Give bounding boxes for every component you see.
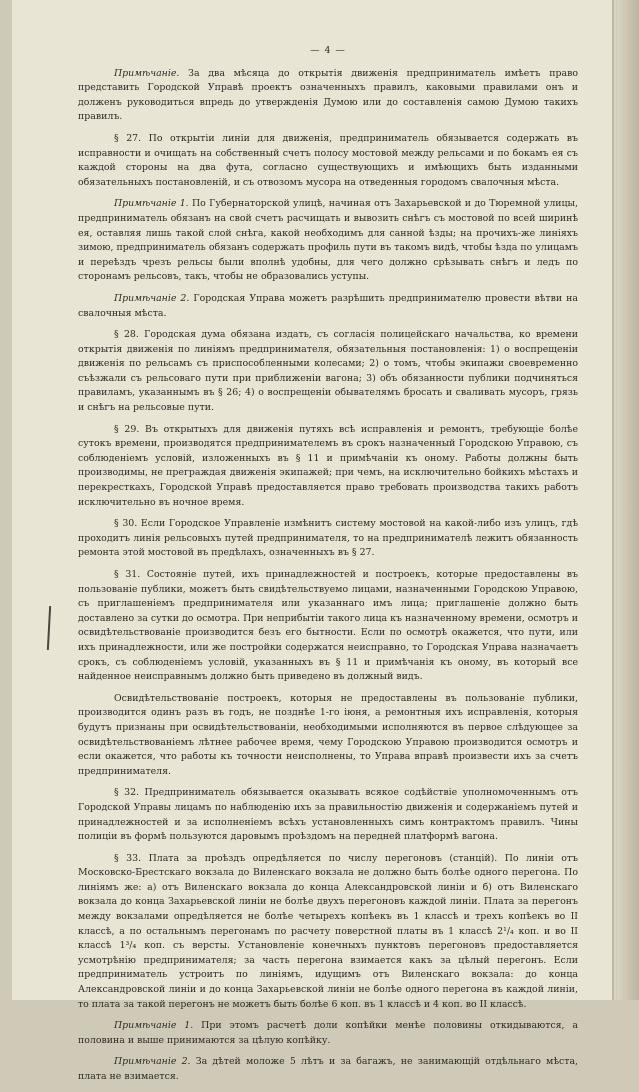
note bbox=[78, 197, 578, 285]
note-label: Примѣчаніе 2. bbox=[114, 1056, 191, 1068]
paragraph: § 27. По открытіи линіи для движенія, предприниматель обязывается содержать въ исправности и очищать на собственный счетъ полосу мостовой между рельсами и по бокамъ ея съ каждой стороны на два фута, согласно существующихъ и имѣющихъ быть изданными обязательныхъ постановленій, и съ отвозомъ мусора на отведенныя городомъ свалочныя мѣста. bbox=[78, 132, 578, 188]
note bbox=[78, 1019, 578, 1048]
note-text: По Губернаторской улицѣ, начиная отъ Захарьевской и до Тюремной улицы, предприниматель обязанъ на свой счетъ расчищать и вывозить снѣгъ съ мостовой по всей ширинѣ ея, оставляя лишь такой слой снѣга, какой необходимъ для санной ѣзды; на прочихъ-же линіяхъ зимою, предприниматель обязанъ содержать профиль пути въ такомъ видѣ, чтобы ѣзда по улицамъ и переѣздъ чрезъ рельсы были вполнѣ удобны, для чего должно срѣзывать снѣгъ и ледъ по сторонамъ рельсовъ, такъ, чтобы не образовались уступы. bbox=[78, 198, 578, 283]
paragraph: § 28. Городская дума обязана издать, съ согласія полицейскаго начальства, ко времени открытія движенія по линіямъ предпринимателя, обязательныя постановленія: 1) о воспрещеніи движенія по рельсамъ съ приспособленными колесами; 2) о томъ, чтобы экипажи своевременно съѣзжали съ рельсоваго пути при приближеніи вагона; 3) объ обязанности публики подчиняться правиламъ, указаннымъ въ § 26; 4) о воспрещеніи обывателямъ бросать и сваливать мусоръ, грязь и снѣгъ на рельсовые пути. bbox=[78, 329, 578, 414]
note bbox=[78, 292, 578, 321]
note-text: За два мѣсяца до открытія движенія предприниматель имѣетъ право представить Городской Управѣ проектъ означенныхъ правилъ, каковыми правилами онъ и долженъ руководиться впредь до утвержденія Думою или до составленія самою Думою такихъ правилъ. bbox=[78, 67, 578, 123]
paragraph: § 29. Въ открытыхъ для движенія путяхъ всѣ исправленія и ремонтъ, требующіе болѣе сутокъ времени, производятся предпринимателемъ въ срокъ назначенный Городскою Управою, съ соблюденіемъ условій, изложенныхъ въ § 11 и примѣчаніи къ оному. Работы должны быть производимы, не преграждая движенія экипажей; при чемъ, на исключительно бойкихъ мѣстахъ и перекресткахъ, Городской Управѣ предоставляется право требовать производства такихъ работъ исключительно въ ночное время. bbox=[78, 423, 578, 508]
page-number: — 4 — bbox=[310, 45, 346, 56]
note bbox=[78, 67, 578, 125]
note-text: За дѣтей моложе 5 лѣтъ и за багажъ, не занимающій отдѣльнаго мѣста, плата не взимается. bbox=[78, 1056, 579, 1082]
note-label: Примѣчаніе 1. bbox=[114, 1020, 194, 1032]
paragraph: § 32. Предприниматель обязывается оказывать всякое содѣйствіе уполномоченнымъ отъ Городской Управы лицамъ по наблюденію ихъ за правильностію движенія и содержаніемъ путей и принадлежностей и за исполненіемъ всѣхъ установленныхъ симъ контрактомъ правилъ. Чины полиціи въ формѣ пользуются даровымъ проѣздомъ на передней платформѣ вагона. bbox=[78, 787, 578, 843]
note-text: При этомъ расчетѣ доли копѣйки менѣе половины откидываются, а половина и выше принимаются за цѣлую копѣйку. bbox=[78, 1020, 579, 1046]
note-text: Городская Управа можетъ разрѣшить предпринимателю провести вѣтви на свалочныя мѣста. bbox=[78, 292, 578, 319]
note bbox=[78, 1055, 578, 1084]
paragraph: § 33. Плата за проѣздъ опредѣляется по числу перегоновъ (станцій). По линіи отъ Московско-Брестскаго вокзала до Виленскаго вокзала не должно быть болѣе одного перегона. По линіямъ же: а) отъ Виленскаго вокзала до конца Александровской линіи и б) отъ Виленскаго вокзала до конца Захарьевской линіи не болѣе двухъ перегоновъ каждой линіи. Плата за перегонъ между вокзалами опредѣляется не болѣе четырехъ копѣекъ въ 1 классѣ и трехъ копѣекъ во II классѣ, а по остальнымъ перегонамъ по расчету поверстной платы въ 1 классѣ 2¹/₄ коп. и во II классѣ 1³/₄ коп. съ версты. Установленіе конечныхъ пунктовъ перегоновъ предоставляется усмотрѣнію предпринимателя; за часть перегона взимается какъ за цѣлый перегонъ. Если предприниматель устроитъ по линіямъ, идущимъ отъ Виленскаго вокзала: до конца Александровской линіи и до конца Захарьевской линіи не болѣе одного перегона въ каждой линіи, то плата за такой перегонъ не можетъ быть болѣе 6 коп. въ 1 классѣ и 4 коп. во II классѣ. bbox=[78, 852, 578, 1010]
note-label: Примѣчаніе 2. bbox=[114, 292, 190, 304]
page-edge bbox=[617, 0, 639, 1000]
paragraph: § 30. Если Городское Управленіе измѣнитъ систему мостовой на какой-либо изъ улицъ, гдѣ проходитъ линія рельсовыхъ путей предпринимателя, то на предпринимателѣ лежитъ обязанность ремонта этой мостовой въ предѣлахъ, означенныхъ въ § 27. bbox=[78, 518, 578, 559]
paragraph: § 31. Состояніе путей, ихъ принадлежностей и построекъ, которые предоставлены въ пользованіе публики, можетъ быть свидѣтельствуемо лицами, назначенными Городскою Управою, съ приглашеніемъ предпринимателя или указаннаго имъ лица; приглашеніе должно быть доставлено за сутки до осмотра. При неприбытіи такого лица къ назначенному времени, осмотръ и освидѣтельствованіе производится безъ его бытности. Если по осмотрѣ окажется, что пути, или ихъ принадлежности, или же постройки содержатся неисправно, то Городская Управа назначаетъ срокъ, съ соблюденіемъ условій, указанныхъ въ § 11 и примѣчанія къ оному, въ который все найденное неисправнымъ должно быть приведено въ должный видъ. bbox=[78, 569, 578, 683]
note-label: Примѣчаніе 1. bbox=[114, 198, 189, 210]
document-body bbox=[78, 44, 578, 1092]
note-label: Примѣчаніе. bbox=[114, 67, 180, 79]
paragraph: Освидѣтельствованіе построекъ, которыя не предоставлены въ пользованіе публики, производится одинъ разъ въ годъ, не позднѣе 1-го іюня, а ремонтныя ихъ исправленія, которыя будутъ признаны при освидѣтельствованіи, необходимыми исполняются въ первое слѣдующее за освидѣтельствованіемъ лѣтнее рабочее время, чему Городскою Управою производится осмотръ и если окажется, что работы къ точности неисполнены, то Управа вправѣ произвести ихъ за счетъ предпринимателя. bbox=[78, 692, 578, 777]
